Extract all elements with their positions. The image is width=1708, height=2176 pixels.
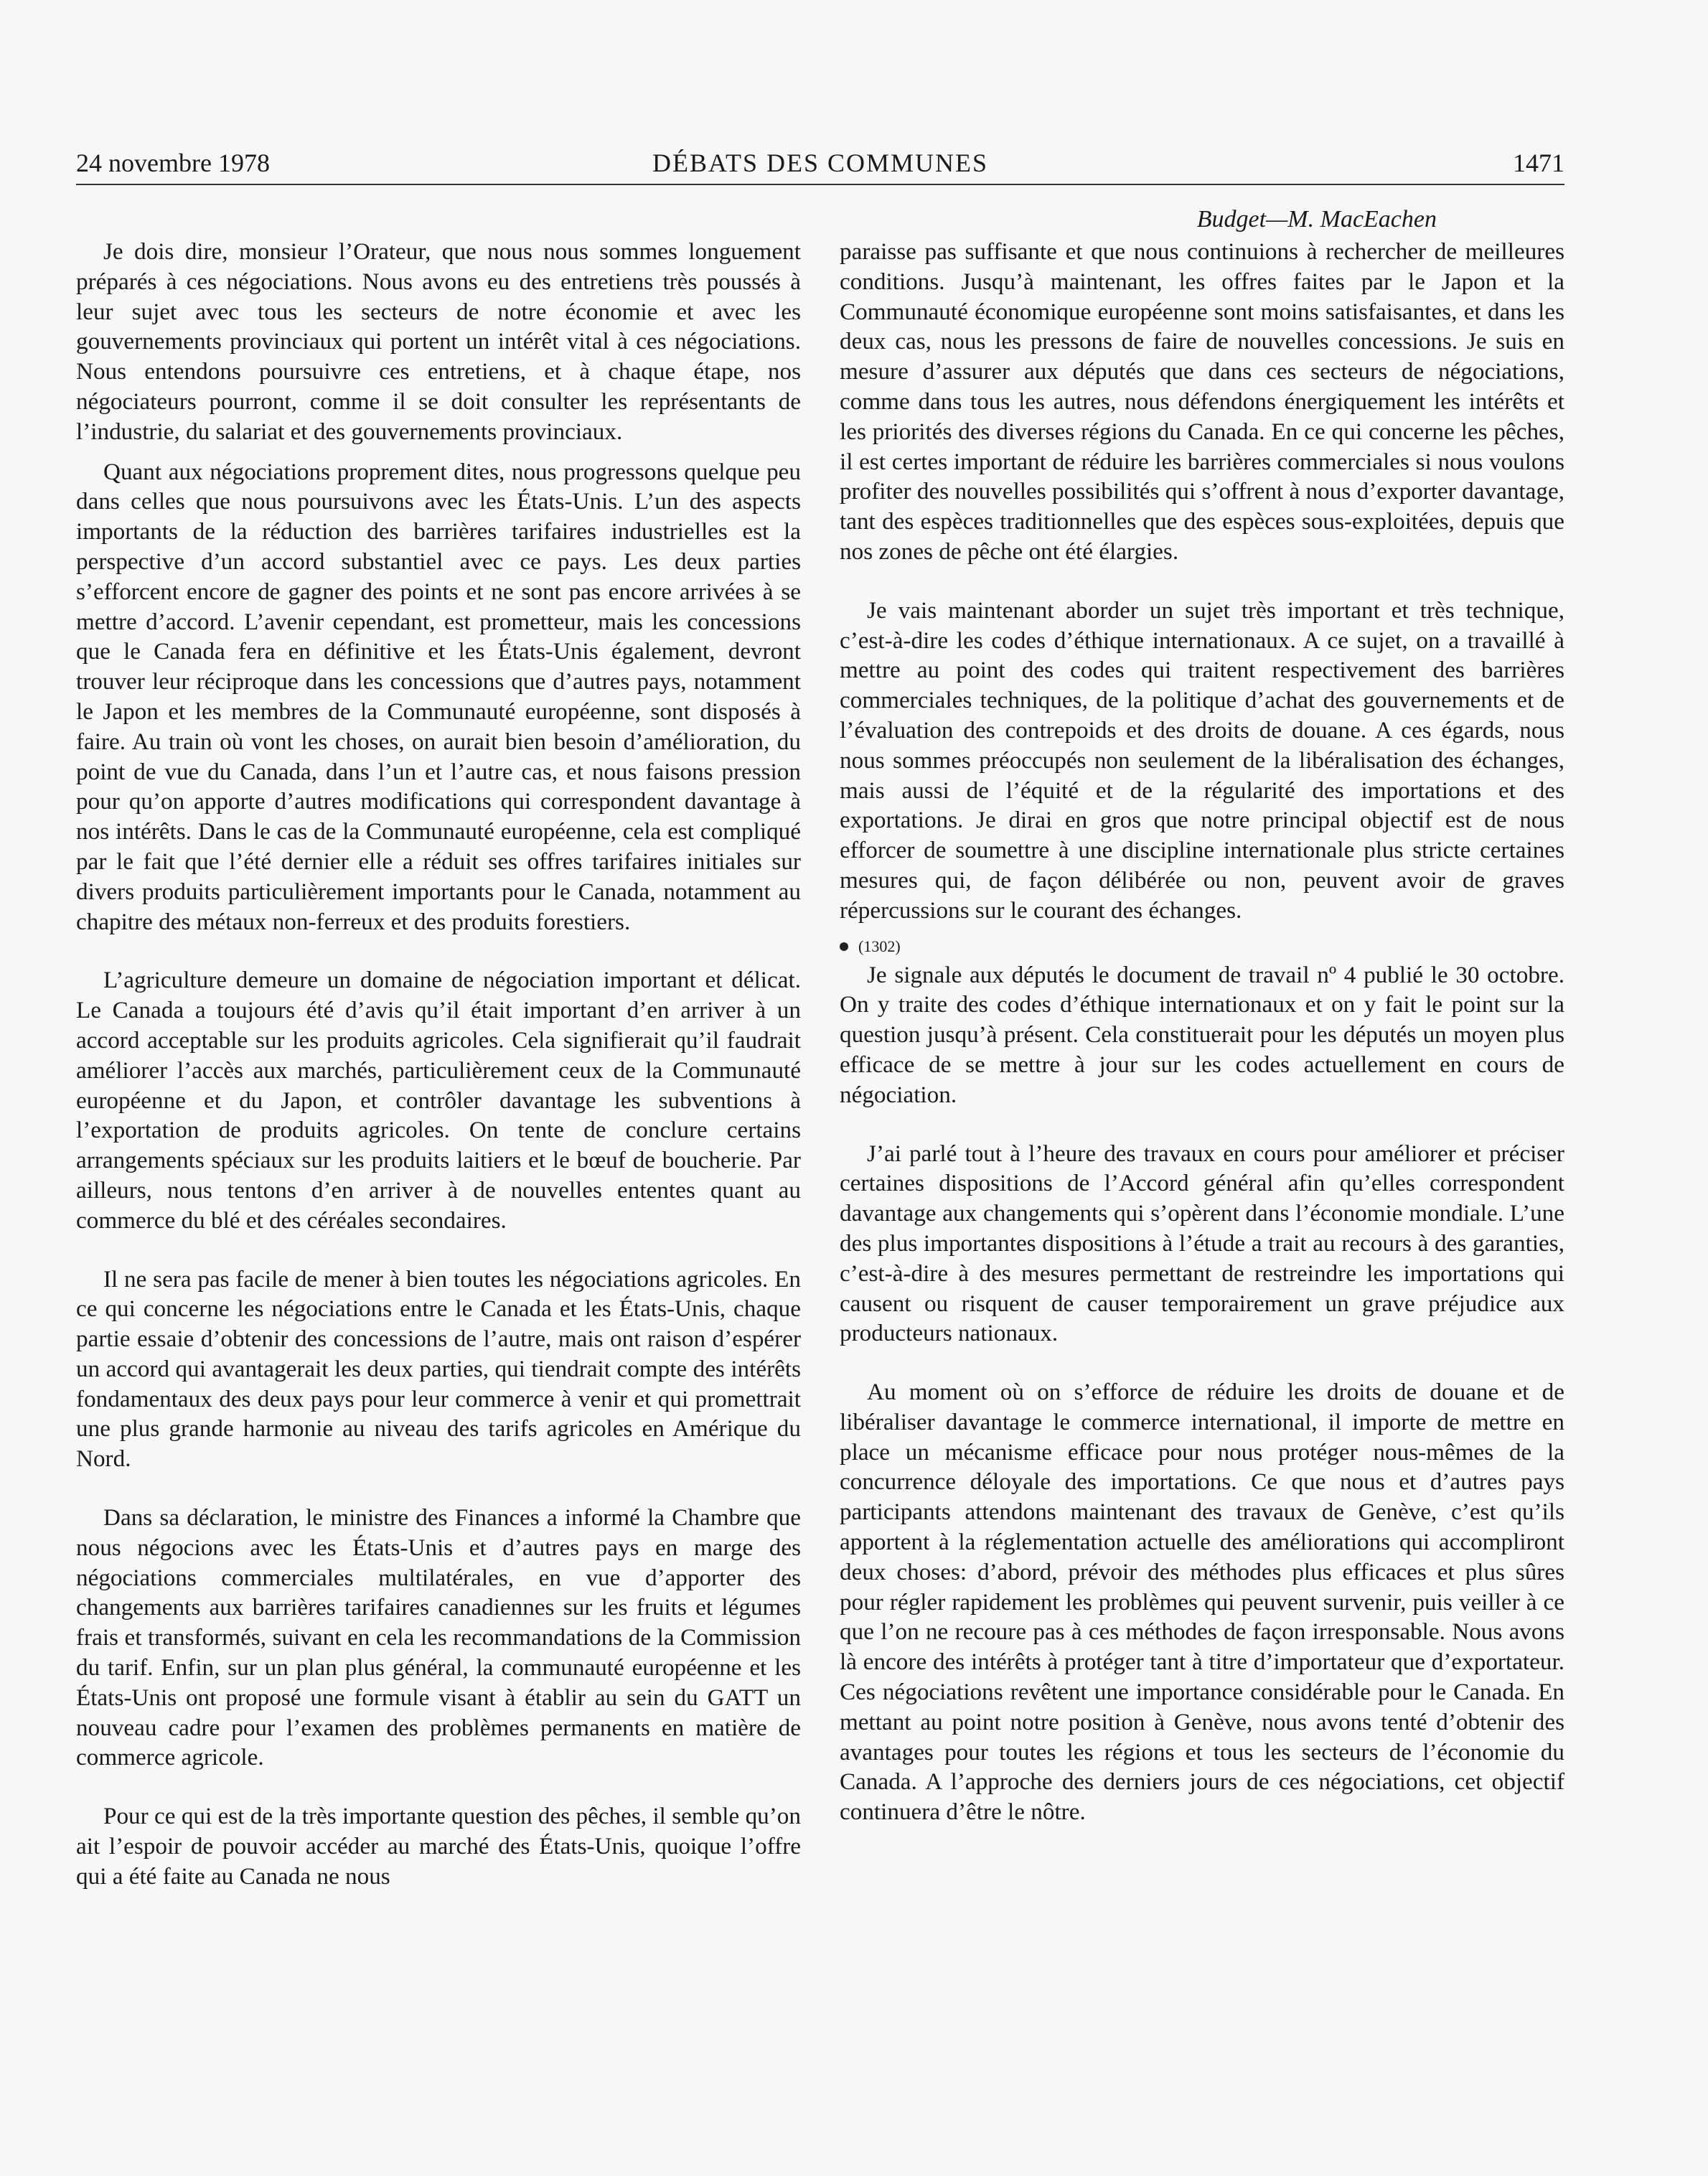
running-head: Budget—M. MacEachen	[1196, 206, 1437, 233]
paragraph: Je vais maintenant aborder un sujet très important et très technique, c’est-à-dire les codes d’éthique internationaux. A ce sujet, on a travaillé à mettre au point des codes qui traitent respectivement des barrières commerciales techniques, de la politique d’achat des gouvernements et de l’évaluation des contrepoids et des droits de douane. A ces égards, nous nous sommes préoccupés non seulement de la libéralisation des échanges, mais aussi de l’équité et de la régularité des importations et des exportations. Je dirai en gros que notre principal objectif est de nous efforcer de soumettre à une discipline internationale plus stricte certaines mesures qui, de façon délibérée ou non, peuvent avoir de graves répercussions sur le courant des échanges.	[840, 596, 1564, 924]
paragraph: J’ai parlé tout à l’heure des travaux en cours pour améliorer et préciser certaines dispositions de l’Accord général afin qu’elles correspondent davantage aux changements qui s’opèrent dans l’économie mondiale. L’une des plus importantes dispositions à l’étude a trait au recours à des garanties, c’est-à-dire à des mesures permettant de restreindre les importations qui causent ou risquent de causer temporairement un grave préjudice aux producteurs nationaux.	[840, 1140, 1564, 1347]
left-column	[76, 237, 801, 1892]
paragraph: Au moment où on s’efforce de réduire les droits de douane et de libéraliser davantage le commerce international, il importe de mettre en place un mécanisme efficace pour nous protéger nous-mêmes de la concurrence déloyale des importations. Ce que nous et d’autres pays participants attendons maintenant des travaux de Genève, c’est qu’ils apportent à la réglementation actuelle des améliorations qui accompliront deux choses: d’abord, prévoir des méthodes plus efficaces et plus sûres pour régler rapidement les problèmes qui peuvent survenir, puis veiller à ce que l’on ne recoure pas à ces méthodes de façon irresponsable. Nous avons là encore des intérêts à protéger tant à titre d’importateur que d’exportateur. Ces négociations revêtent une importance considérable pour le Canada. En mettant au point notre position à Genève, nous avons tenté d’obtenir des avantages pour toutes les régions et tous les secteurs de l’économie du Canada. A l’approche des derniers jours de ces négociations, cet objectif continuera d’être le nôtre.	[840, 1379, 1564, 1826]
timestamp-marker	[840, 936, 1564, 957]
paragraph: Je signale aux députés le document de travail nº 4 publié le 30 octobre. On y traite des codes d’éthique internationaux et on y fait le point sur la question jusqu’à présent. Cela constituerait pour les députés un moyen plus efficace de se mettre à jour sur les codes actuellement en cours de négociation.	[840, 961, 1564, 1108]
right-column	[840, 204, 1564, 1827]
paragraph: Quant aux négociations proprement dites, nous progressons quelque peu dans celles que nous poursuivons avec les États-Unis. L’un des aspects importants de la réduction des barrières tarifaires industrielles est la perspective d’un accord substantiel avec ce pays. Les deux parties s’efforcent encore de gagner des points et ne sont pas encore arrivées à se mettre d’accord. L’avenir cependant, est prometteur, mais les concessions que le Canada fera en définitive et les États-Unis également, devront trouver leur réciproque dans les concessions que d’autres pays, notamment le Japon et les membres de la Communauté européenne, sont disposés à faire. Au train où vont les choses, on aurait bien besoin d’amélioration, du point de vue du Canada, dans l’un et l’autre cas, et nous faisons pression pour qu’on apporte d’autres modifications qui correspondent davantage à nos intérêts. Dans le cas de la Communauté européenne, cela est compliqué par le fait que l’été dernier elle a réduit ses offres tarifaires initiales sur divers produits particulièrement importants pour le Canada, notamment au chapitre des métaux non-ferreux et des produits forestiers.	[76, 458, 801, 935]
paragraph: Pour ce qui est de la très importante question des pêches, il semble qu’on ait l’espoir de pouvoir accéder au marché des États-Unis, quoique l’offre qui a été faite au Canada ne nous	[76, 1803, 801, 1890]
page-header	[76, 146, 1564, 185]
header-title: DÉBATS DES COMMUNES	[652, 149, 989, 177]
header-date: 24 novembre 1978	[76, 149, 270, 177]
paragraph: L’agriculture demeure un domaine de négociation important et délicat. Le Canada a toujours été d’avis qu’il était important d’en arriver à un accord acceptable sur les produits agricoles. Cela signifierait qu’il faudrait améliorer l’accès aux marchés, particulièrement ceux de la Communauté européenne et du Japon, et contrôler davantage les subventions à l’exportation de produits agricoles. On tente de conclure certains arrangements spéciaux sur les produits laitiers et le bœuf de boucherie. Par ailleurs, nous tentons d’en arriver à de nouvelles ententes quant au commerce du blé et des céréales secondaires.	[76, 967, 801, 1234]
paragraph: Dans sa déclaration, le ministre des Finances a informé la Chambre que nous négocions avec les États-Unis et d’autres pays en marge des négociations commerciales multilatérales, en vue d’apporter des changements aux barrières tarifaires canadiennes sur les fruits et légumes frais et transformés, suivant en cela les recommandations de la Commission du tarif. Enfin, sur un plan plus général, la communauté européenne et les États-Unis ont proposé une formule visant à établir au sein du GATT un nouveau cadre pour l’examen des problèmes permanents en matière de commerce agricole.	[76, 1504, 801, 1771]
header-page-number: 1471	[1513, 149, 1564, 177]
bullet-icon	[840, 942, 848, 951]
paragraph: Il ne sera pas facile de mener à bien toutes les négociations agricoles. En ce qui concerne les négociations entre le Canada et les États-Unis, chaque partie essaie d’obtenir des concessions de l’autre, mais ont raison d’espérer un accord qui avantagerait les deux parties, qui tiendrait compte des intérêts fondamentaux des deux pays pour leur commerce à venir et qui promettrait une plus grande harmonie au niveau des tarifs agricoles en Amérique du Nord.	[76, 1265, 801, 1473]
paragraph: paraisse pas suffisante et que nous continuions à rechercher de meilleures conditions. Jusqu’à maintenant, les offres faites par le Japon et la Communauté économique européenne sont moins satisfaisantes, et dans les deux cas, nous les pressons de faire de nouvelles concessions. Je suis en mesure d’assurer aux députés que dans ces secteurs de négociations, comme dans tous les autres, nous défendons énergiquement les intérêts et les priorités des diverses régions du Canada. En ce qui concerne les pêches, il est certes important de réduire les barrières commerciales si nous voulons profiter des nouvelles possibilités qui s’offrent à nous d’exporter davantage, tant des espèces traditionnelles que des espèces sous-exploitées, depuis que nos zones de pêche ont été élargies.	[840, 238, 1564, 565]
paragraph: Je dois dire, monsieur l’Orateur, que nous nous sommes longuement préparés à ces négociations. Nous avons eu des entretiens très poussés à leur sujet avec tous les secteurs de notre économie et avec les gouvernements provinciaux qui portent un intérêt vital à ces négociations. Nous entendons poursuivre ces entretiens, et à chaque étape, nos négociateurs pourront, comme il se doit consulter les représentants de l’industrie, du salariat et des gouvernements provinciaux.	[76, 238, 801, 445]
timestamp: (1302)	[858, 937, 901, 955]
